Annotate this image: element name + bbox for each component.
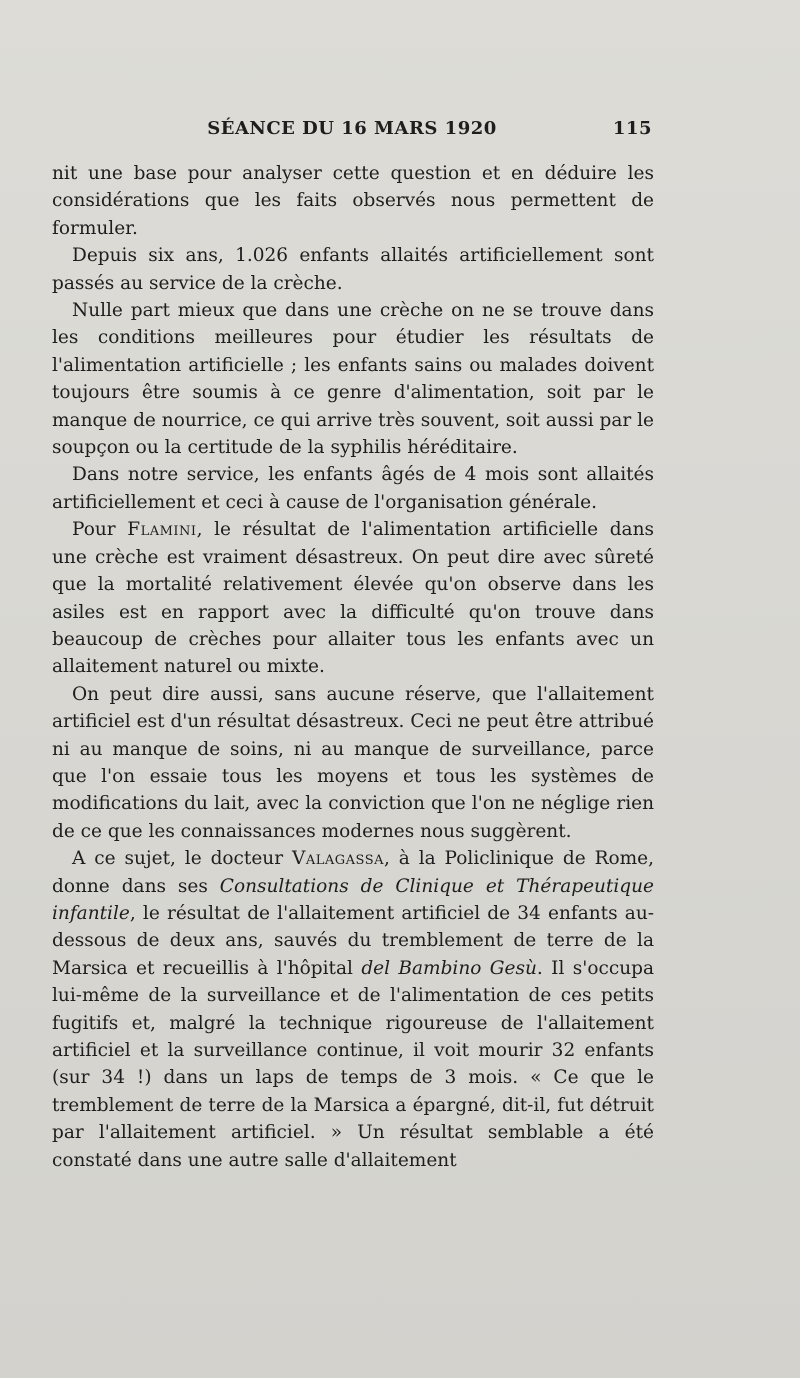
author-name: Flamini: [127, 519, 197, 541]
italic-title: Consultations de Clinique et Thérapeutique infantile: [52, 875, 654, 924]
paragraph: [52, 242, 654, 297]
running-head: SÉANCE DU 16 MARS 1920: [207, 118, 497, 139]
paragraph: [52, 845, 654, 1174]
paragraph: [52, 681, 654, 845]
text-run: Dans notre service, les enfants âgés de 4 mois sont allaités artificiellement et ceci à cause de l'organisation générale.: [52, 464, 654, 513]
paragraph: [52, 297, 654, 461]
author-name: Valagassa: [291, 848, 384, 870]
page-header: [52, 118, 652, 144]
text-run: Depuis six ans, 1.026 enfants allaités artificiellement sont passés au service de la crèche.: [52, 245, 654, 294]
text-run: nit une base pour analyser cette question et en déduire les considérations que les faits observés nous permettent de formuler.: [52, 163, 654, 239]
paragraph: [52, 516, 654, 680]
text-run: Pour: [72, 519, 128, 541]
text-run: On peut dire aussi, sans aucune réserve, que l'allaitement artificiel est d'un résultat désastreux. Ceci ne peut être attribué ni au manque de soins, ni au manque de surveillance, parce que l'on essaie tous les moyens et tous les systèmes de modifications du lait, avec la conviction que l'on ne néglige rien de ce que les connaissances modernes nous suggèrent.: [52, 683, 654, 842]
italic-title: del Bambino Gesù: [361, 957, 537, 979]
text-run: A ce sujet, le docteur: [72, 848, 292, 870]
text-run: , le résultat de l'alimentation artificielle dans une crèche est vraiment désastreux. On peut dire avec sûreté que la mortalité relativement élevée qu'on observe dans les asiles est en rapport avec la difficulté qu'on trouve dans beaucoup de crèches pour allaiter tous les enfants avec un allaitement naturel ou mixte.: [52, 519, 654, 678]
page-number: 115: [612, 118, 652, 139]
text-run: , à la Policlinique de Rome, donne dans ses: [52, 848, 655, 897]
text-run: , le résultat de l'allaitement artificiel de 34 enfants au-dessous de deux ans, sauvés du tremblement de terre de la Marsica et recueillis à l'hôpital: [52, 902, 654, 979]
paragraph: [52, 160, 654, 242]
paragraph: [52, 461, 654, 516]
body-text: [52, 160, 654, 1174]
text-run: Nulle part mieux que dans une crèche on ne se trouve dans les conditions meilleures pour étudier les résultats de l'alimentation artificielle ; les enfants sains ou malades doivent toujours être soumis à ce genre d'alimentation, soit par le manque de nourrice, ce qui arrive très souvent, soit aussi par le soupçon ou la certitude de la syphilis héréditaire.: [52, 300, 654, 459]
text-run: . Il s'occupa lui-même de la surveillance et de l'alimentation de ces petits fugitifs et, malgré la technique rigoureuse de l'allaitement artificiel et la surveillance continue, il voit mourir 32 enfants (sur 34 !) dans un laps de temps de 3 mois. « Ce que le tremblement de terre de la Marsica a épargné, dit-il, fut détruit par l'allaitement artificiel. » Un résultat semblable a été constaté dans une autre salle d'allaitement: [52, 957, 654, 1171]
